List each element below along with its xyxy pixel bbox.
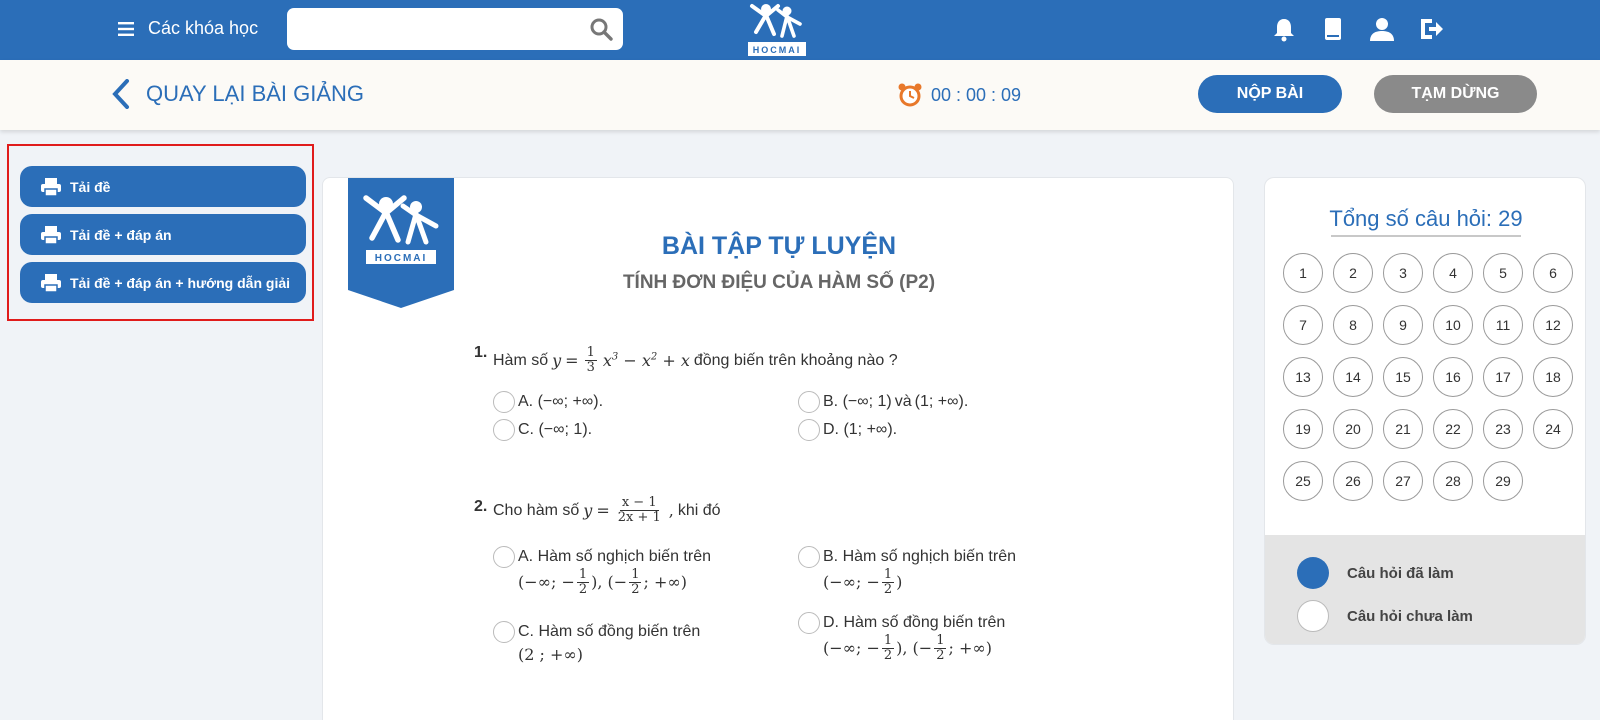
question-nav-24[interactable]: 24	[1533, 409, 1573, 449]
question-nav-18[interactable]: 18	[1533, 357, 1573, 397]
option-a-text: A. (−∞; +∞).	[518, 393, 604, 410]
radio-button[interactable]	[798, 546, 820, 568]
search-input[interactable]	[299, 14, 569, 44]
legend-done-label: Câu hỏi đã làm	[1347, 564, 1454, 582]
courses-menu[interactable]	[118, 18, 258, 39]
download-exam-answers-guide-button[interactable]	[20, 262, 306, 303]
question-nav-22[interactable]: 22	[1433, 409, 1473, 449]
timer-value: 00 : 00 : 09	[931, 84, 1022, 105]
question-nav-13[interactable]: 13	[1283, 357, 1323, 397]
logo-text: HOCMAI	[752, 45, 802, 55]
question-nav-17[interactable]: 17	[1483, 357, 1523, 397]
option-d-text: D. (1; +∞).	[823, 421, 898, 438]
question-nav-11[interactable]: 11	[1483, 305, 1523, 345]
option-c-text: C. Hàm số đồng biến trên	[518, 623, 701, 640]
question-1-prefix: Hàm số	[493, 351, 549, 369]
option-b-text-end: (1; +∞).	[914, 393, 969, 410]
search-box	[287, 8, 623, 50]
option-b-interval: (−∞; − $\frac{1}{2}$ )	[823, 567, 903, 598]
question-nav-16[interactable]: 16	[1433, 357, 1473, 397]
chevron-left-icon	[112, 79, 130, 109]
question-nav-1[interactable]: 1	[1283, 253, 1323, 293]
question-2-stem: Cho hàm số y = $\frac{x - 1}{2x + 1}$ , khi đó	[493, 495, 721, 526]
question-1-suffix: đồng biến trên khoảng nào ?	[693, 351, 898, 369]
exam-title: BÀI TẬP TỰ LUYỆN	[661, 232, 897, 260]
logout-icon[interactable]	[1417, 15, 1445, 43]
question-nav-5[interactable]: 5	[1483, 253, 1523, 293]
bell-icon[interactable]	[1270, 15, 1298, 43]
exam-subtitle: TÍNH ĐƠN ĐIỆU CỦA HÀM SỐ (P2)	[622, 272, 936, 293]
back-to-lesson-link[interactable]	[112, 79, 364, 109]
question-nav-12[interactable]: 12	[1533, 305, 1573, 345]
download-exam-answers-label: Tải đề + đáp án	[70, 226, 172, 243]
download-exam-answers-guide-label: Tải đề + đáp án + hướng dẫn giải	[70, 274, 291, 291]
question-nav-2[interactable]: 2	[1333, 253, 1373, 293]
exam-content	[322, 177, 1234, 720]
download-exam-label: Tải đề	[70, 178, 111, 195]
submit-button[interactable]: NỘP BÀI	[1198, 75, 1342, 113]
user-icon[interactable]	[1368, 15, 1396, 43]
question-nav-8[interactable]: 8	[1333, 305, 1373, 345]
download-exam-button[interactable]	[20, 166, 306, 207]
hamburger-icon	[118, 22, 134, 36]
radio-button[interactable]	[493, 391, 515, 413]
hocmai-logo[interactable]	[744, 2, 810, 58]
content-logo-text: HOCMAI	[374, 253, 428, 264]
exam-toolbar	[0, 60, 1600, 130]
question-2-suffix: khi đó	[677, 501, 721, 519]
question-nav-15[interactable]: 15	[1383, 357, 1423, 397]
question-nav-28[interactable]: 28	[1433, 461, 1473, 501]
download-panel	[7, 144, 314, 321]
question-nav-10[interactable]: 10	[1433, 305, 1473, 345]
legend-done	[1297, 557, 1454, 589]
option-d-interval: (−∞; − $\frac{1}{2}$ ), (− $\frac{1}{2}$ ; +∞)	[823, 633, 992, 664]
option-c-text: C. (−∞; 1).	[518, 421, 593, 438]
question-1-option-c[interactable]	[493, 421, 592, 441]
question-2-prefix: Cho hàm số	[493, 501, 580, 519]
answered-dot-icon	[1297, 557, 1329, 589]
legend-todo-label: Câu hỏi chưa làm	[1347, 607, 1473, 625]
question-navigator	[1264, 177, 1586, 645]
question-nav-25[interactable]: 25	[1283, 461, 1323, 501]
question-nav-3[interactable]: 3	[1383, 253, 1423, 293]
question-2-option-c[interactable]	[493, 623, 700, 664]
back-label: QUAY LẠI BÀI GIẢNG	[146, 81, 365, 106]
option-a-text: A. Hàm số nghịch biến trên	[518, 548, 711, 565]
question-1-option-b[interactable]	[798, 393, 968, 413]
radio-button[interactable]	[493, 419, 515, 441]
radio-button[interactable]	[798, 419, 820, 441]
printer-icon	[40, 177, 62, 197]
question-nav-19[interactable]: 19	[1283, 409, 1323, 449]
question-nav-20[interactable]: 20	[1333, 409, 1373, 449]
download-exam-answers-button[interactable]	[20, 214, 306, 255]
question-nav-29[interactable]: 29	[1483, 461, 1523, 501]
exam-timer	[897, 82, 1021, 108]
option-b-text: B. Hàm số nghịch biến trên	[823, 548, 1016, 565]
printer-icon	[40, 225, 62, 245]
top-navbar	[0, 0, 1600, 60]
radio-button[interactable]	[493, 546, 515, 568]
printer-icon	[40, 273, 62, 293]
pause-button[interactable]: TẠM DỪNG	[1374, 75, 1537, 113]
option-a-interval: (−∞; − $\frac{1}{2}$ ), (− $\frac{1}{2}$ ; +∞)	[518, 567, 687, 598]
question-1-option-d[interactable]	[798, 421, 897, 441]
option-b-conjunction: và	[894, 393, 912, 410]
option-c-interval: (2 ; +∞)	[518, 645, 583, 664]
option-d-text: D. Hàm số đồng biến trên	[823, 614, 1006, 631]
radio-button[interactable]	[493, 621, 515, 643]
legend-todo	[1297, 600, 1473, 632]
question-nav-4[interactable]: 4	[1433, 253, 1473, 293]
question-nav-14[interactable]: 14	[1333, 357, 1373, 397]
question-2-number: 2.	[474, 498, 488, 515]
question-1-option-a[interactable]	[493, 393, 603, 413]
divider	[1331, 235, 1521, 237]
search-icon[interactable]	[589, 17, 613, 41]
unanswered-dot-icon	[1297, 600, 1329, 632]
legend	[1265, 535, 1586, 645]
question-nav-21[interactable]: 21	[1383, 409, 1423, 449]
courses-menu-label: Các khóa học	[148, 18, 259, 38]
question-2-option-b[interactable]	[798, 548, 1016, 598]
question-2-option-d[interactable]	[798, 614, 1005, 664]
question-nav-23[interactable]: 23	[1483, 409, 1523, 449]
option-b-text-start: B. (−∞; 1)	[823, 393, 892, 410]
total-questions: Tổng số câu hỏi: 29	[1329, 206, 1523, 231]
question-nav-7[interactable]: 7	[1283, 305, 1323, 345]
question-nav-26[interactable]: 26	[1333, 461, 1373, 501]
question-1-stem: Hàm số y = $\frac{1}{3}$ $x^3 - x^2 + x$ đồng biến trên khoảng nào ?	[493, 345, 898, 376]
question-2-option-a[interactable]	[493, 548, 711, 598]
radio-button[interactable]	[798, 391, 820, 413]
question-nav-27[interactable]: 27	[1383, 461, 1423, 501]
question-nav-6[interactable]: 6	[1533, 253, 1573, 293]
book-icon[interactable]	[1319, 15, 1347, 43]
alarm-clock-icon	[897, 82, 923, 108]
question-1-number: 1.	[474, 344, 488, 361]
radio-button[interactable]	[798, 612, 820, 634]
question-nav-9[interactable]: 9	[1383, 305, 1423, 345]
